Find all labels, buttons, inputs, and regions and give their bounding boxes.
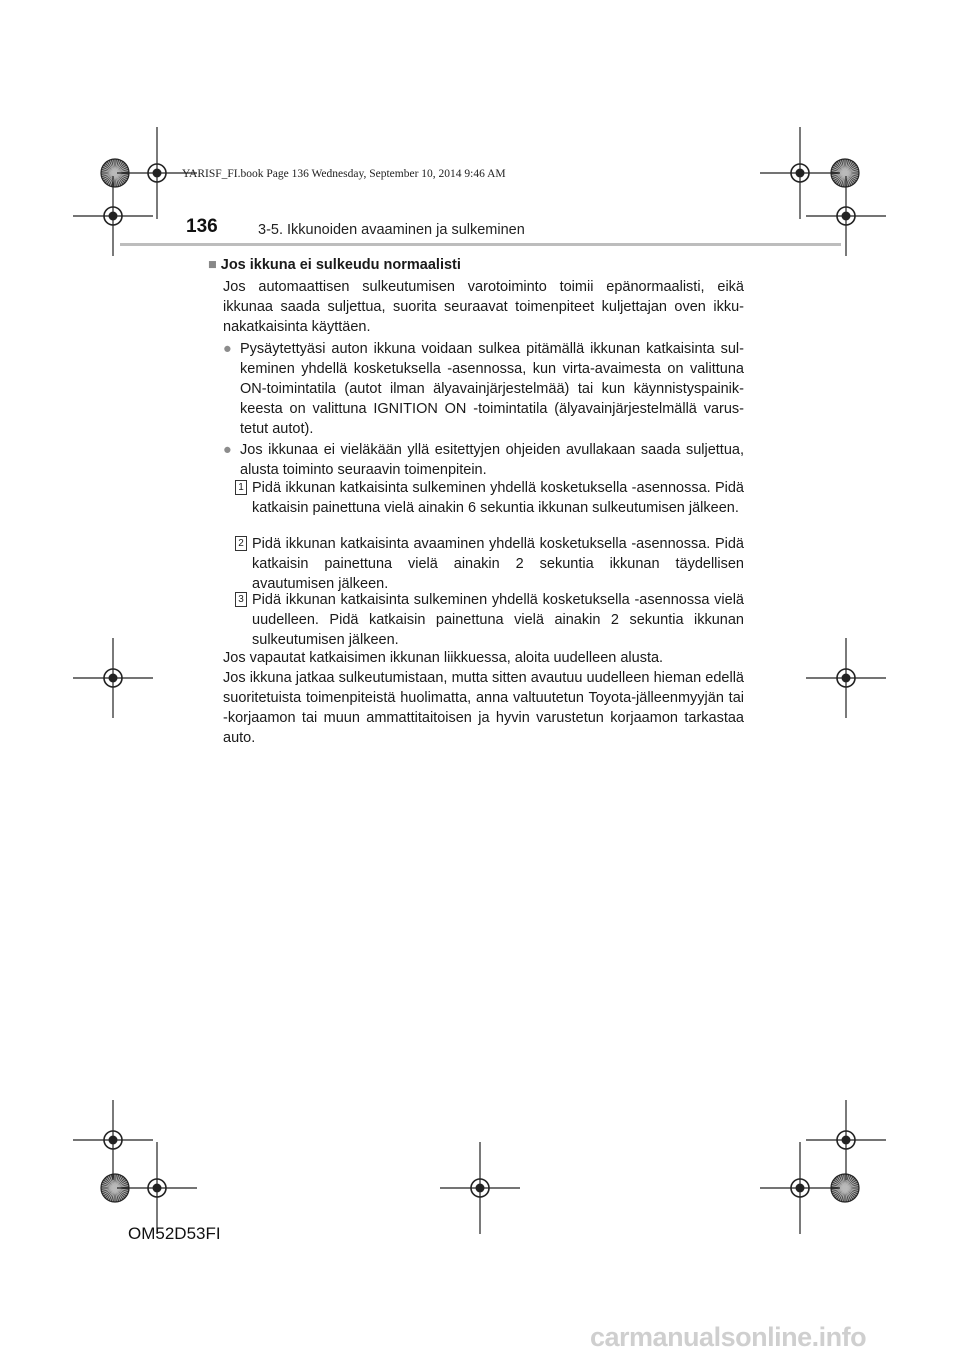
header-rule — [120, 243, 841, 246]
heading-square-icon: ■ — [208, 257, 217, 273]
subsection-heading — [208, 257, 461, 273]
registration-mark-icon — [806, 638, 886, 718]
bullet-dot-icon: ● — [223, 341, 232, 357]
heading-text: Jos ikkuna ei sulkeudu normaalisti — [220, 257, 461, 273]
bullet-text: Jos ikkunaa ei vieläkään yllä esitettyjen ohjeiden avullakaan saada suljettua, alusta toiminto seuraavin toimenpitein. — [240, 442, 744, 478]
step-text: Pidä ikkunan katkaisinta sulkeminen yhdellä kosketuksella -asennossa. Pidä katkaisin painettuna vielä ainakin 6 sekuntia ikkunan sulkeutumisen jälkeen. — [252, 480, 744, 516]
step-item — [235, 478, 744, 518]
step-item — [235, 534, 744, 594]
registration-mark-icon — [760, 127, 840, 219]
registration-mark-icon — [440, 1142, 520, 1234]
bullet-item — [223, 339, 744, 439]
document-code: OM52D53FI — [128, 1224, 221, 1243]
step-number: 2 — [235, 536, 247, 551]
bullet-text: Pysäytettyäsi auton ikkuna voidaan sulkea pitämällä ikkunan katkaisinta sulkeminen yhdellä kosketuksella -asennossa, kun virta-avaimesta on valittuna ON-toimintatila (autot ilman älyavainjärjestelmää) tai kun käynnistyspainikkeesta on valittuna IGNITION ON -toimintatila (älyavainjärjestelmällä varustetut autot). — [240, 341, 744, 437]
step-text: Pidä ikkunan katkaisinta sulkeminen yhdellä kosketuksella -asennossa vielä uudelleen. Pidä katkaisin painettuna vielä ainakin 2 sekuntia ikkunan sulkeutumisen jälkeen. — [252, 592, 744, 648]
registration-mark-icon — [73, 638, 153, 718]
site-watermark: carmanualsonline.info — [590, 1322, 867, 1352]
page-number: 136 — [186, 216, 218, 237]
bullet-dot-icon: ● — [223, 442, 232, 458]
step-number: 1 — [235, 480, 247, 495]
registration-mark-icon — [73, 1100, 153, 1180]
section-title: 3-5. Ikkunoiden avaaminen ja sulkeminen — [258, 222, 525, 238]
step-text: Pidä ikkunan katkaisinta avaaminen yhdellä kosketuksella -asennossa. Pidä katkaisin painettuna vielä ainakin 2 sekuntia ikkunan täydellisen avautumisen jälkeen. — [252, 536, 744, 592]
closing-paragraph: Jos ikkuna jatkaa sulkeutumistaan, mutta sitten avautuu uudelleen hieman edellä suoritetuista toimenpiteistä huolimatta, anna valtuutetun Toyota-jälleenmyyjän tai -korjaamon tai muun ammattitaitoisen ja hyvin varustetun korjaamon tarkastaa auto. — [223, 670, 744, 746]
step-number: 3 — [235, 592, 247, 607]
registration-mark-icon — [760, 1142, 840, 1234]
book-slug: YARISF_FI.book Page 136 Wednesday, September 10, 2014 9:46 AM — [182, 168, 506, 180]
step-item — [235, 590, 744, 650]
registration-mark-icon — [806, 1100, 886, 1180]
closing-paragraph: Jos vapautat katkaisimen ikkunan liikkuessa, aloita uudelleen alusta. — [223, 650, 664, 666]
registration-mark-icon — [117, 1142, 197, 1234]
intro-paragraph: Jos automaattisen sulkeutumisen varotoiminto toimii epänormaalisti, eikä ikkunaa saada suljettua, suorita seuraavat toimenpiteet kuljettajan oven ikkunakatkaisinta käyttäen. — [223, 279, 744, 335]
bullet-item — [223, 440, 744, 480]
